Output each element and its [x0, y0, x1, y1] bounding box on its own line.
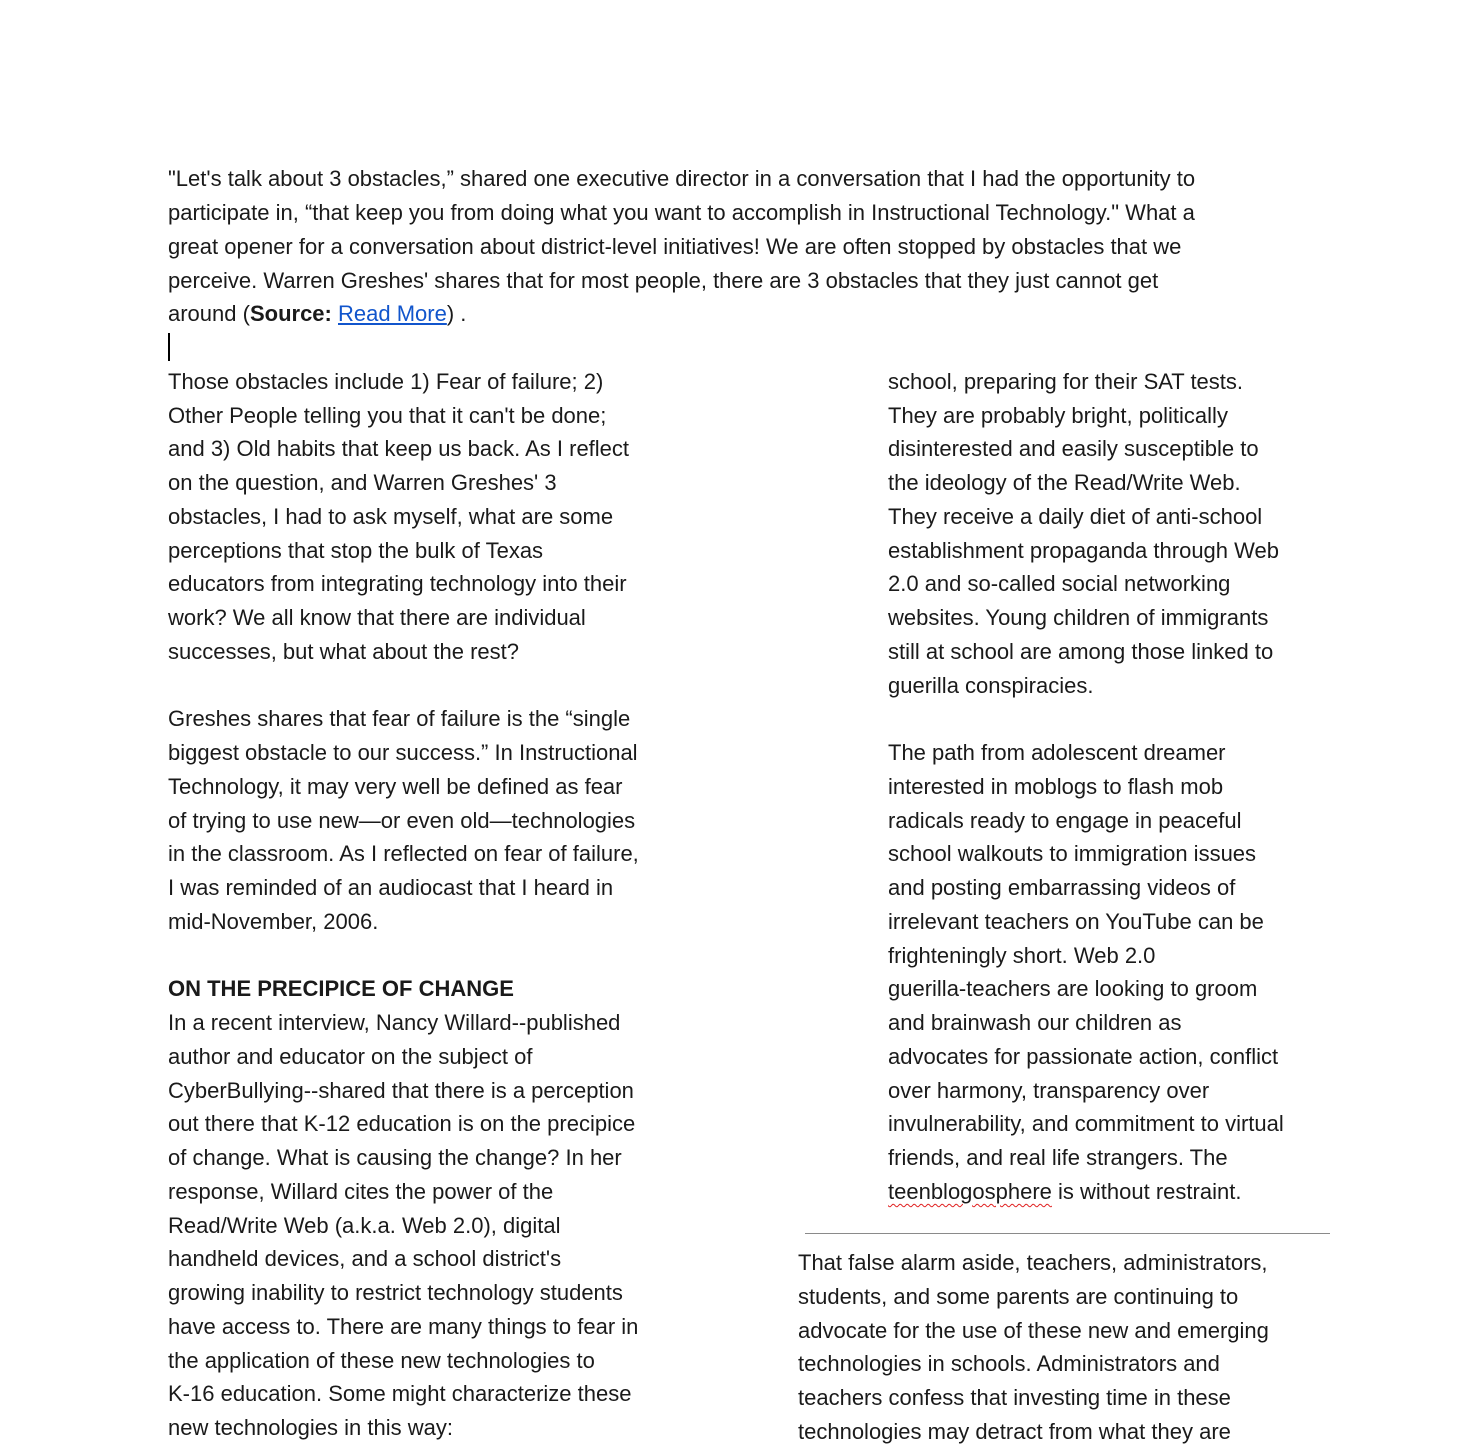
right-para1-line: They are probably bright, politically: [888, 403, 1228, 428]
left-para3-line: response, Willard cites the power of the: [168, 1179, 554, 1204]
horizontal-rule: [805, 1233, 1330, 1234]
left-para3-line: K-16 education. Some might characterize these: [168, 1381, 632, 1406]
right-para1-line: establishment propaganda through Web: [888, 538, 1279, 563]
read-more-link[interactable]: Read More: [338, 301, 447, 326]
right-para2-line: irrelevant teachers on YouTube can be: [888, 909, 1264, 934]
left-para2-line: of trying to use new—or even old—technologies: [168, 808, 636, 833]
intro-line-source: [168, 297, 466, 331]
intro-text: ) .: [446, 301, 467, 326]
left-para2-line: I was reminded of an audiocast that I heard in: [168, 875, 614, 900]
left-para1-line: educators from integrating technology into their: [168, 571, 627, 596]
left-para3-line: Read/Write Web (a.k.a. Web 2.0), digital: [168, 1213, 561, 1238]
left-para1-line: successes, but what about the rest?: [168, 639, 519, 664]
text-cursor: [168, 333, 170, 361]
left-para1-line: perceptions that stop the bulk of Texas: [168, 538, 544, 563]
left-para3-line: In a recent interview, Nancy Willard--published: [168, 1010, 621, 1035]
section-heading: ON THE PRECIPICE OF CHANGE: [168, 976, 514, 1001]
right-para1-line: guerilla conspiracies.: [888, 673, 1094, 698]
left-para2-line: Greshes shares that fear of failure is the “single: [168, 706, 631, 731]
source-label: Source:: [249, 301, 332, 326]
right-para2-line: The path from adolescent dreamer: [888, 740, 1226, 765]
left-para2-line: Technology, it may very well be defined as fear: [168, 774, 623, 799]
left-para3-line: CyberBullying--shared that there is a perception: [168, 1078, 634, 1103]
right-para3-line: That false alarm aside, teachers, administrators,: [798, 1250, 1268, 1275]
misspelled-word[interactable]: teenblogosphere: [888, 1179, 1052, 1204]
intro-text: around (: [168, 301, 250, 326]
left-para1-line: work? We all know that there are individual: [168, 605, 586, 630]
right-para1-line: still at school are among those linked to: [888, 639, 1274, 664]
right-para3-line: technologies may detract from what they are: [798, 1419, 1231, 1444]
left-para2-line: in the classroom. As I reflected on fear of failure,: [168, 841, 639, 866]
left-para3-line: the application of these new technologies to: [168, 1348, 595, 1373]
right-para1-line: They receive a daily diet of anti-school: [888, 504, 1263, 529]
right-para2-line: friends, and real life strangers. The: [888, 1145, 1228, 1170]
right-para3-line: teachers confess that investing time in these: [798, 1385, 1231, 1410]
intro-line: perceive. Warren Greshes' shares that for most people, there are 3 obstacles that they just cannot get: [168, 268, 1159, 293]
left-para1-line: and 3) Old habits that keep us back. As I reflect: [168, 436, 630, 461]
left-para1-line: obstacles, I had to ask myself, what are some: [168, 504, 614, 529]
left-para3-line: new technologies in this way:: [168, 1415, 453, 1440]
right-para1-line: disinterested and easily susceptible to: [888, 436, 1259, 461]
right-para2-line: invulnerability, and commitment to virtual: [888, 1111, 1284, 1136]
left-para3-line: handheld devices, and a school district's: [168, 1246, 562, 1271]
left-para2-line: mid-November, 2006.: [168, 909, 379, 934]
left-para3-line: growing inability to restrict technology students: [168, 1280, 623, 1305]
intro-line: "Let's talk about 3 obstacles,” shared one executive director in a conversation that I had the opportunity to: [168, 166, 1196, 191]
left-para3-line: have access to. There are many things to fear in: [168, 1314, 639, 1339]
right-para3-line: advocate for the use of these new and emerging: [798, 1318, 1269, 1343]
right-text: is without restraint.: [1051, 1179, 1242, 1204]
right-para2-line: and brainwash our children as: [888, 1010, 1182, 1035]
left-para3-line: of change. What is causing the change? In her: [168, 1145, 622, 1170]
intro-line: great opener for a conversation about district-level initiatives! We are often stopped by obstacles that we: [168, 234, 1182, 259]
right-para2-line: guerilla-teachers are looking to groom: [888, 976, 1258, 1001]
right-para2-line: over harmony, transparency over: [888, 1078, 1210, 1103]
right-para2-last-line: [888, 1175, 1241, 1209]
right-para1-line: websites. Young children of immigrants: [888, 605, 1269, 630]
right-para2-line: advocates for passionate action, conflict: [888, 1044, 1279, 1069]
left-para3-line: author and educator on the subject of: [168, 1044, 533, 1069]
right-para1-line: school, preparing for their SAT tests.: [888, 369, 1244, 394]
left-para2-line: biggest obstacle to our success.” In Instructional: [168, 740, 638, 765]
right-para1-line: 2.0 and so-called social networking: [888, 571, 1231, 596]
left-para3-line: out there that K-12 education is on the precipice: [168, 1111, 636, 1136]
left-para1-line: on the question, and Warren Greshes' 3: [168, 470, 557, 495]
right-para2-line: school walkouts to immigration issues: [888, 841, 1257, 866]
intro-line: participate in, “that keep you from doing what you want to accomplish in Instructional Technology." What a: [168, 200, 1195, 225]
right-para1-line: the ideology of the Read/Write Web.: [888, 470, 1241, 495]
right-para3-line: technologies in schools. Administrators and: [798, 1351, 1220, 1376]
right-para2-line: and posting embarrassing videos of: [888, 875, 1236, 900]
right-para3-line: students, and some parents are continuing to: [798, 1284, 1239, 1309]
right-para2-line: radicals ready to engage in peaceful: [888, 808, 1242, 833]
left-para1-line: Other People telling you that it can't be done;: [168, 403, 607, 428]
left-para1-line: Those obstacles include 1) Fear of failure; 2): [168, 369, 604, 394]
right-para2-line: frighteningly short. Web 2.0: [888, 943, 1156, 968]
right-para2-line: interested in moblogs to flash mob: [888, 774, 1224, 799]
